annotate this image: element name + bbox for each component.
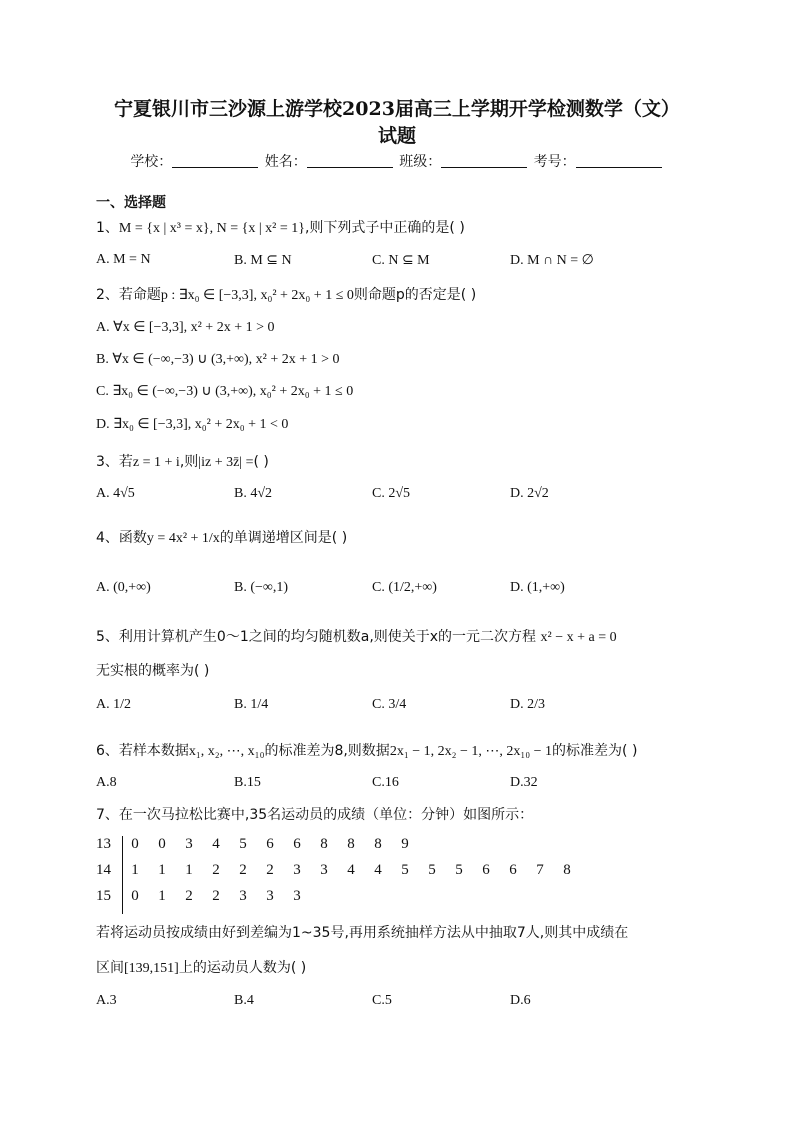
option-a[interactable]: A. ∀x ∈ [−3,3], x² + 2x + 1 > 0: [96, 320, 275, 335]
leaf-value: 5: [455, 862, 463, 878]
question-5-line-2: 无实根的概率为( ): [96, 663, 210, 679]
option-d[interactable]: D.32: [510, 775, 538, 790]
question-text: 若样本数据: [118, 743, 189, 759]
leaf-value: 5: [239, 836, 247, 852]
title-line-2: 试题: [377, 125, 416, 147]
leaf-value: 4: [212, 836, 220, 852]
question-math: 2x₁ − 1, 2x₂ − 1, ⋯, 2x₁₀ − 1: [389, 744, 553, 759]
leaf-value: 7: [536, 862, 544, 878]
question-1: [96, 217, 465, 237]
leaf-value: 2: [212, 888, 220, 904]
leaf-value: 8: [563, 862, 571, 878]
leaf-value: 5: [401, 862, 409, 878]
option-c[interactable]: C. 2√5: [372, 486, 411, 501]
question-math: x² − x + a = 0: [540, 630, 617, 645]
question-math: |iz + 3z̄| =: [198, 455, 254, 470]
question-number: 5、: [96, 629, 119, 645]
option-d[interactable]: D. 2√2: [510, 486, 549, 501]
name-label: 姓名：: [264, 154, 307, 170]
leaf-value: 3: [293, 888, 301, 904]
question-text: 若: [118, 454, 133, 470]
stem-divider: [122, 836, 123, 914]
option-b[interactable]: B.4: [234, 993, 254, 1008]
option-b[interactable]: B. (−∞,1): [234, 580, 289, 595]
leaf-value: 2: [185, 888, 193, 904]
leaf-value: 1: [158, 888, 166, 904]
question-text: 的标准差为( ): [552, 743, 638, 759]
question-text: 则命题p的否定是( ): [353, 287, 477, 303]
option-c[interactable]: C.5: [372, 993, 392, 1008]
question-5: [96, 626, 617, 646]
option-c[interactable]: C.16: [372, 775, 399, 790]
leaf-value: 3: [320, 862, 328, 878]
leaf-value: 0: [131, 888, 139, 904]
leaf-value: 1: [185, 862, 193, 878]
leaf-value: 8: [347, 836, 355, 852]
question-7: [96, 804, 533, 824]
question-number: 1、: [96, 220, 119, 236]
option-d[interactable]: D. 2/3: [510, 697, 545, 712]
leaf-value: 9: [401, 836, 409, 852]
school-label: 学校：: [130, 154, 173, 170]
option-a[interactable]: A. 4√5: [96, 486, 135, 501]
leaf-value: 0: [158, 836, 166, 852]
option-a[interactable]: A. (0,+∞): [96, 580, 151, 595]
leaf-value: 1: [131, 862, 139, 878]
option-b[interactable]: B.15: [234, 775, 261, 790]
student-info-row: [0, 151, 794, 171]
question-4: [96, 527, 347, 547]
question-number: 6、: [96, 743, 119, 759]
exam-no-blank[interactable]: [576, 153, 662, 168]
question-7-line-1: 若将运动员按成绩由好到差编为1~35号,再用系统抽样方法从中抽取7人,则其中成绩在: [96, 925, 629, 941]
option-c[interactable]: C. 3/4: [372, 697, 407, 712]
leaf-value: 2: [212, 862, 220, 878]
leaf-value: 4: [374, 862, 382, 878]
question-number: 2、: [96, 287, 119, 303]
option-a[interactable]: A. M = N: [96, 252, 151, 267]
leaf-value: 4: [347, 862, 355, 878]
leaf-value: 3: [185, 836, 193, 852]
leaf-value: 2: [266, 862, 274, 878]
question-text: ,则下列式子中正确的是( ): [304, 220, 465, 236]
option-a[interactable]: A. 1/2: [96, 697, 131, 712]
question-math: p : ∃x₀ ∈ [−3,3], x₀² + 2x₀ + 1 ≤ 0: [160, 288, 354, 303]
question-text: 的标准差为8,则数据: [264, 743, 390, 759]
option-d[interactable]: D. M ∩ N = ∅: [510, 253, 594, 268]
option-c[interactable]: C. (1/2,+∞): [372, 580, 437, 595]
leaf-value: 1: [158, 862, 166, 878]
class-label: 班级：: [399, 154, 442, 170]
question-text: 利用计算机产生0～1之间的均匀随机数a,则使关于x的一元二次方程: [118, 629, 537, 645]
leaf-value: 6: [509, 862, 517, 878]
question-3: [96, 451, 269, 471]
exam-no-label: 考号：: [533, 154, 576, 170]
leaf-value: 5: [428, 862, 436, 878]
option-b[interactable]: B. 1/4: [234, 697, 269, 712]
question-2: [96, 284, 476, 304]
question-math: z = 1 + i: [132, 455, 180, 470]
stem-value: 14: [96, 862, 111, 878]
question-number: 7、: [96, 807, 119, 823]
question-text: 在一次马拉松比赛中,35名运动员的成绩（单位：分钟）如图所示：: [118, 807, 534, 823]
school-blank[interactable]: [172, 153, 258, 168]
stem-value: 13: [96, 836, 111, 852]
name-blank[interactable]: [307, 153, 393, 168]
question-number: 3、: [96, 454, 119, 470]
section-heading: 一、选择题: [96, 195, 166, 211]
option-d[interactable]: D. ∃x₀ ∈ [−3,3], x₀² + 2x₀ + 1 < 0: [96, 417, 289, 432]
leaf-value: 0: [131, 836, 139, 852]
option-b[interactable]: B. M ⊆ N: [234, 253, 292, 268]
question-math: M = {x | x³ = x}, N = {x | x² = 1}: [118, 221, 305, 236]
title-line-1: 宁夏银川市三沙源上游学校2023届高三上学期开学检测数学（文）: [114, 98, 680, 120]
stem-value: 15: [96, 888, 111, 904]
option-a[interactable]: A.8: [96, 775, 117, 790]
interval-math: [139,151]: [124, 961, 179, 976]
question-number: 4、: [96, 530, 119, 546]
option-c[interactable]: C. N ⊆ M: [372, 253, 430, 268]
question-math: x₁, x₂, ⋯, x₁₀: [188, 744, 265, 759]
leaf-value: 6: [293, 836, 301, 852]
class-blank[interactable]: [441, 153, 527, 168]
question-text: 上的运动员人数为( ): [178, 960, 307, 976]
option-a[interactable]: A.3: [96, 993, 117, 1008]
leaf-value: 8: [374, 836, 382, 852]
question-math: y = 4x² + 1/x: [146, 531, 220, 546]
leaf-value: 3: [266, 888, 274, 904]
option-b[interactable]: B. ∀x ∈ (−∞,−3) ∪ (3,+∞), x² + 2x + 1 > 0: [96, 352, 340, 367]
leaf-value: 2: [239, 862, 247, 878]
option-d[interactable]: D.6: [510, 993, 531, 1008]
option-c[interactable]: C. ∃x₀ ∈ (−∞,−3) ∪ (3,+∞), x₀² + 2x₀ + 1 ≤ 0: [96, 384, 354, 399]
question-text: 的单调递增区间是( ): [219, 530, 348, 546]
option-b[interactable]: B. 4√2: [234, 486, 273, 501]
page-title: [60, 96, 734, 150]
leaf-value: 6: [266, 836, 274, 852]
question-6: [96, 740, 637, 760]
question-7-line-2: [96, 957, 306, 977]
leaf-value: 8: [320, 836, 328, 852]
question-text: ,则: [179, 454, 199, 470]
question-text: 区间: [96, 960, 124, 976]
question-text: 若命题: [118, 287, 161, 303]
leaf-value: 3: [239, 888, 247, 904]
leaf-value: 6: [482, 862, 490, 878]
leaf-value: 3: [293, 862, 301, 878]
option-d[interactable]: D. (1,+∞): [510, 580, 565, 595]
question-text: 函数: [118, 530, 147, 546]
question-text: ( ): [253, 454, 269, 470]
